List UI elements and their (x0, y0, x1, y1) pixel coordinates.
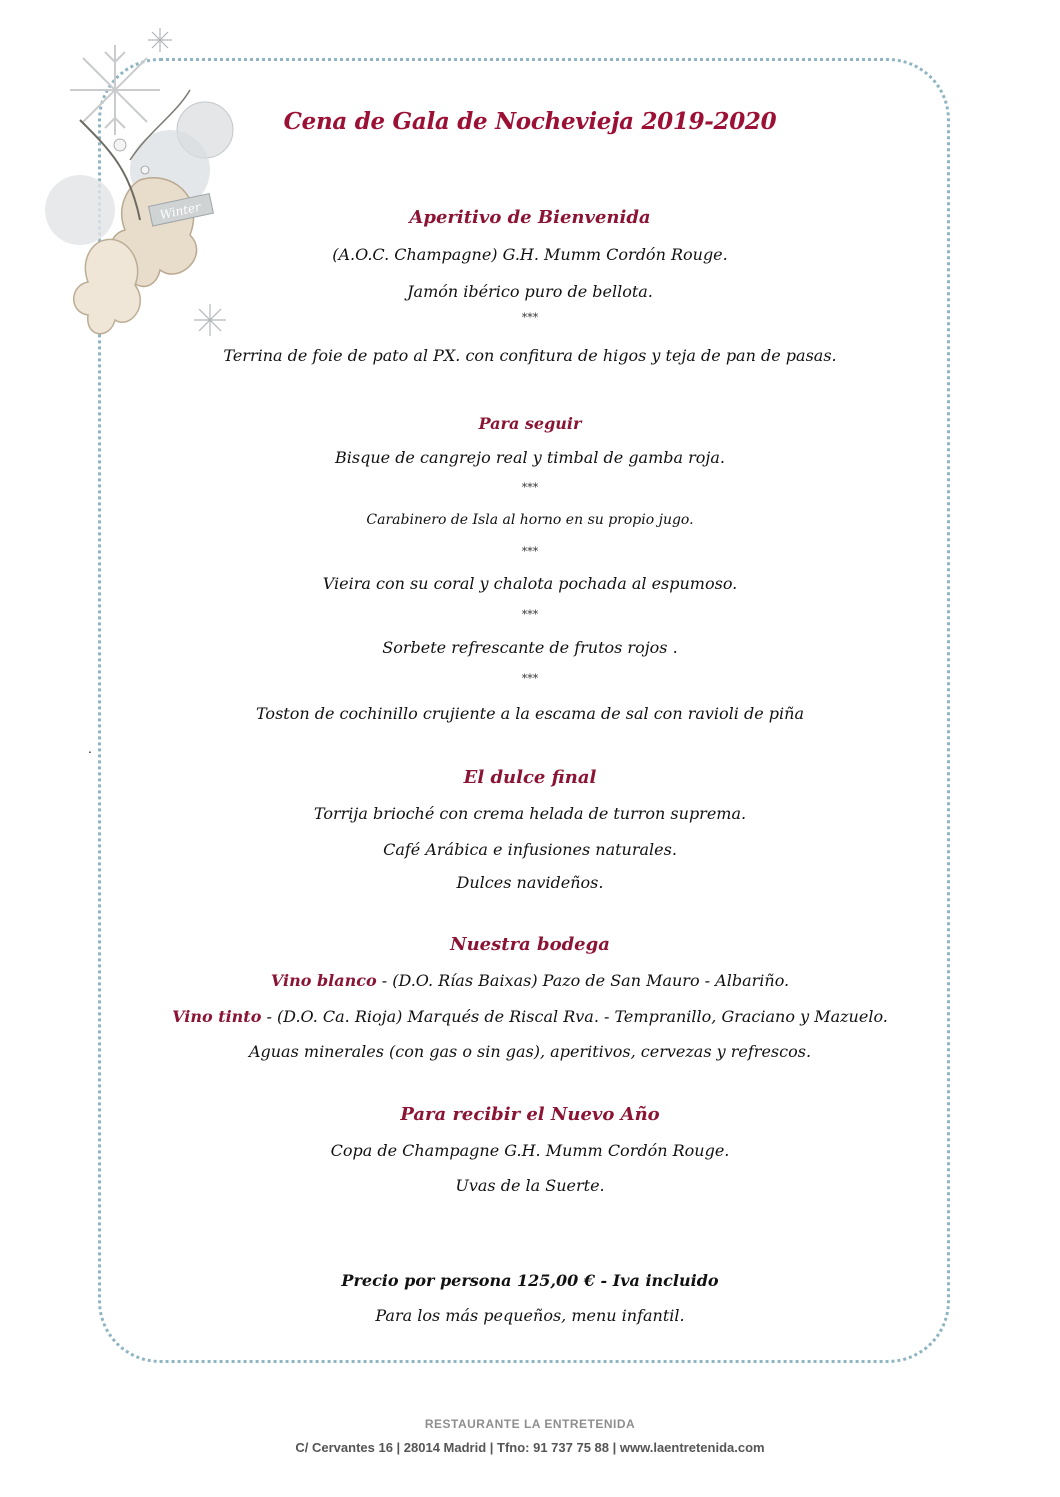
separator-stars: *** (521, 481, 539, 494)
section-heading-nuevo-ano: Para recibir el Nuevo Año (400, 1104, 660, 1125)
menu-line: Torrija brioché con crema helada de turron suprema. (313, 804, 747, 823)
separator-stars: *** (521, 608, 539, 621)
wine-tinto-label: Vino tinto (172, 1007, 262, 1026)
menu-line: Café Arábica e infusiones naturales. (383, 840, 677, 859)
price-line: Precio por persona 125,00 € - Iva incluido (341, 1271, 719, 1290)
wine-tinto-line (100, 1007, 960, 1026)
menu-line: Uvas de la Suerte. (455, 1176, 605, 1195)
menu-line: Dulces navideños. (456, 873, 604, 892)
menu-line: Copa de Champagne G.H. Mumm Cordón Rouge. (330, 1141, 730, 1160)
winter-ornament-decoration (20, 20, 260, 360)
separator-stars: *** (521, 545, 539, 558)
separator-stars: *** (521, 672, 539, 685)
page-title: Cena de Gala de Nochevieja 2019-2020 (283, 108, 777, 135)
separator-stars: *** (521, 311, 539, 324)
menu-line: Sorbete refrescante de frutos rojos . (382, 638, 678, 657)
section-heading-dulce: El dulce final (463, 767, 597, 788)
wine-tinto-text: - (D.O. Ca. Rioja) Marqués de Riscal Rva. - Tempranillo, Graciano y Mazuelo. (261, 1007, 888, 1026)
menu-line: Jamón ibérico puro de bellota. (407, 282, 653, 301)
stray-dot: . (88, 742, 92, 756)
menu-line: Bisque de cangrejo real y timbal de gamba roja. (335, 448, 725, 467)
section-heading-bodega: Nuestra bodega (450, 934, 610, 955)
section-heading-seguir: Para seguir (478, 414, 582, 433)
section-heading-aperitivo: Aperitivo de Bienvenida (409, 207, 651, 228)
wine-blanco-line (100, 971, 960, 990)
wine-blanco-label: Vino blanco (270, 971, 377, 990)
menu-line: Toston de cochinillo crujiente a la escama de sal con ravioli de piña (256, 704, 804, 723)
svg-text:Winter: Winter (158, 199, 202, 223)
menu-line: Carabinero de Isla al horno en su propio jugo. (366, 512, 694, 528)
wine-blanco-text: - (D.O. Rías Baixas) Pazo de San Mauro - Albariño. (376, 971, 790, 990)
kids-menu-line: Para los más pequeños, menu infantil. (375, 1306, 685, 1325)
menu-line: Vieira con su coral y chalota pochada al espumoso. (322, 574, 738, 593)
menu-line: Terrina de foie de pato al PX. con confitura de higos y teja de pan de pasas. (223, 346, 837, 365)
footer-address: C/ Cervantes 16 | 28014 Madrid | Tfno: 91 737 75 88 | www.laentretenida.com (295, 1440, 765, 1455)
menu-line: (A.O.C. Champagne) G.H. Mumm Cordón Rouge. (332, 245, 728, 264)
footer-restaurant-name: RESTAURANTE LA ENTRETENIDA (424, 1417, 636, 1431)
menu-line: Aguas minerales (con gas o sin gas), aperitivos, cervezas y refrescos. (248, 1042, 812, 1061)
